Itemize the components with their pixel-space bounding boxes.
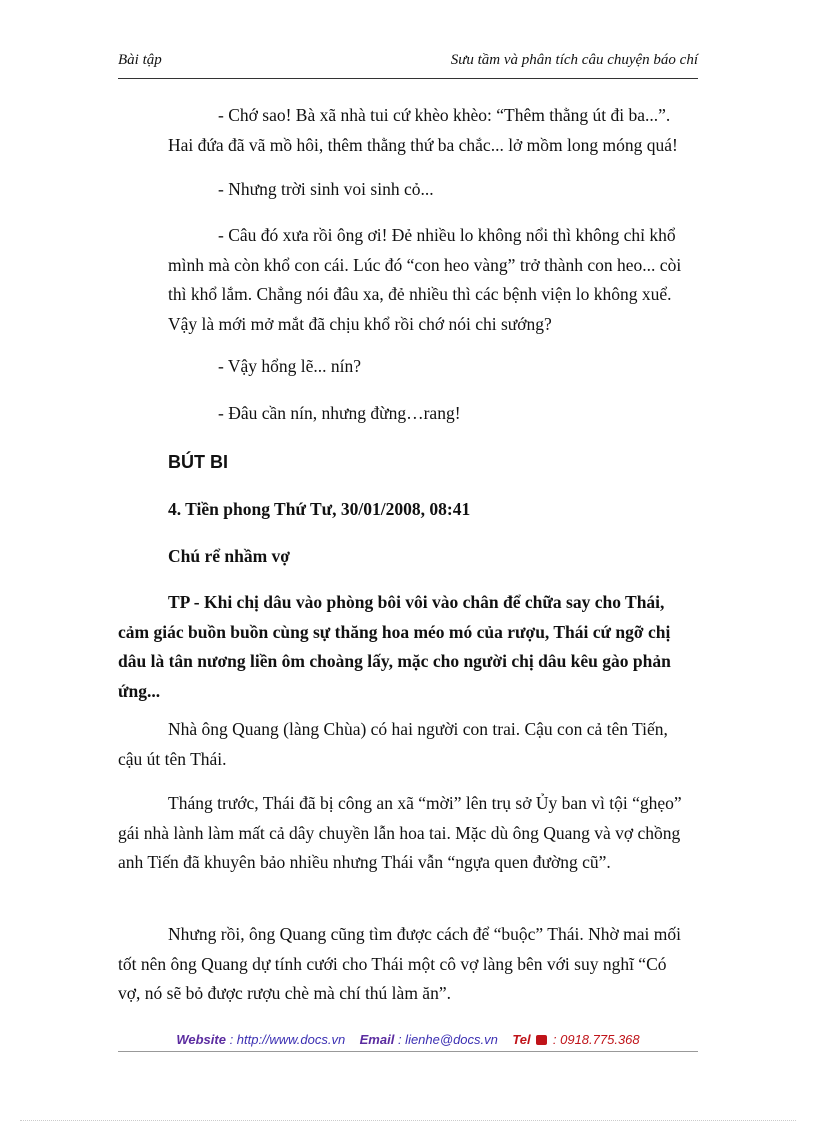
footer-rule bbox=[118, 1051, 698, 1052]
paragraph-8: Nhưng rồi, ông Quang cũng tìm được cách để “buộc” Thái. Nhờ mai mối tốt nên ông Quang dự tính cưới cho Thái một cô vợ làng bên với suy nghĩ “Có vợ, nó sẽ bỏ được rượu chè mà chí thú làm ăn”. bbox=[118, 924, 681, 1003]
email-link[interactable]: : lienhe@docs.vn bbox=[397, 1032, 498, 1047]
article-source: 4. Tiền phong Thứ Tư, 30/01/2008, 08:41 bbox=[168, 499, 471, 519]
paragraph-4: - Vậy hổng lẽ... nín? bbox=[218, 356, 362, 376]
phone-icon bbox=[536, 1035, 547, 1045]
page-break-line bbox=[20, 1120, 796, 1121]
paragraph-7: Tháng trước, Thái đã bị công an xã “mời” lên trụ sở Ủy ban vì tội “ghẹo” gái nhà lành làm mất cả dây chuyền lẫn hoa tai. Mặc dù ông Quang và vợ chồng anh Tiến đã khuyên bảo nhiều nhưng Thái vẫn “ngựa quen đường cũ”. bbox=[118, 793, 682, 872]
website-label: Website bbox=[176, 1032, 226, 1047]
website-link[interactable]: : http://www.docs.vn bbox=[229, 1032, 346, 1047]
header-left: Bài tập bbox=[118, 52, 162, 68]
section-heading: BÚT BI bbox=[168, 452, 228, 472]
paragraph-3: - Câu đó xưa rồi ông ơi! Đẻ nhiều lo không nổi thì không chỉ khổ mình mà còn khổ con cái. Lúc đó “con heo vàng” trở thành con heo... còi thì khổ lắm. Chẳng nói đâu xa, đẻ nhiều thì các bệnh viện lo không xuể. Vậy là mới mở mắt đã chịu khổ rồi chớ nói chi sướng? bbox=[168, 225, 682, 334]
paragraph-5: - Đâu cần nín, nhưng đừng…rang! bbox=[218, 403, 461, 423]
header-rule bbox=[118, 78, 698, 79]
email-label: Email bbox=[359, 1032, 395, 1047]
page-footer bbox=[118, 1032, 698, 1047]
article-lead: TP - Khi chị dâu vào phòng bôi vôi vào chân để chữa say cho Thái, cảm giác buồn buồn cùng sự thăng hoa méo mó của rượu, Thái cứ ngỡ chị dâu là tân nương liền ôm choàng lấy, mặc cho người chị dâu kêu gào phản ứng... bbox=[118, 592, 671, 701]
header-right: Sưu tầm và phân tích câu chuyện báo chí bbox=[450, 52, 698, 68]
tel-value: : 0918.775.368 bbox=[552, 1032, 640, 1047]
article-title: Chú rể nhầm vợ bbox=[168, 546, 290, 566]
tel-label: Tel bbox=[512, 1032, 531, 1047]
paragraph-6: Nhà ông Quang (làng Chùa) có hai người con trai. Cậu con cả tên Tiến, cậu út tên Thái. bbox=[118, 719, 668, 769]
paragraph-2: - Nhưng trời sinh voi sinh cỏ... bbox=[218, 179, 434, 199]
paragraph-1: - Chớ sao! Bà xã nhà tui cứ khèo khèo: “Thêm thằng út đi ba...”. Hai đứa đã vã mồ hôi, thêm thằng thứ ba chắc... lở mồm long móng quá! bbox=[168, 105, 678, 155]
